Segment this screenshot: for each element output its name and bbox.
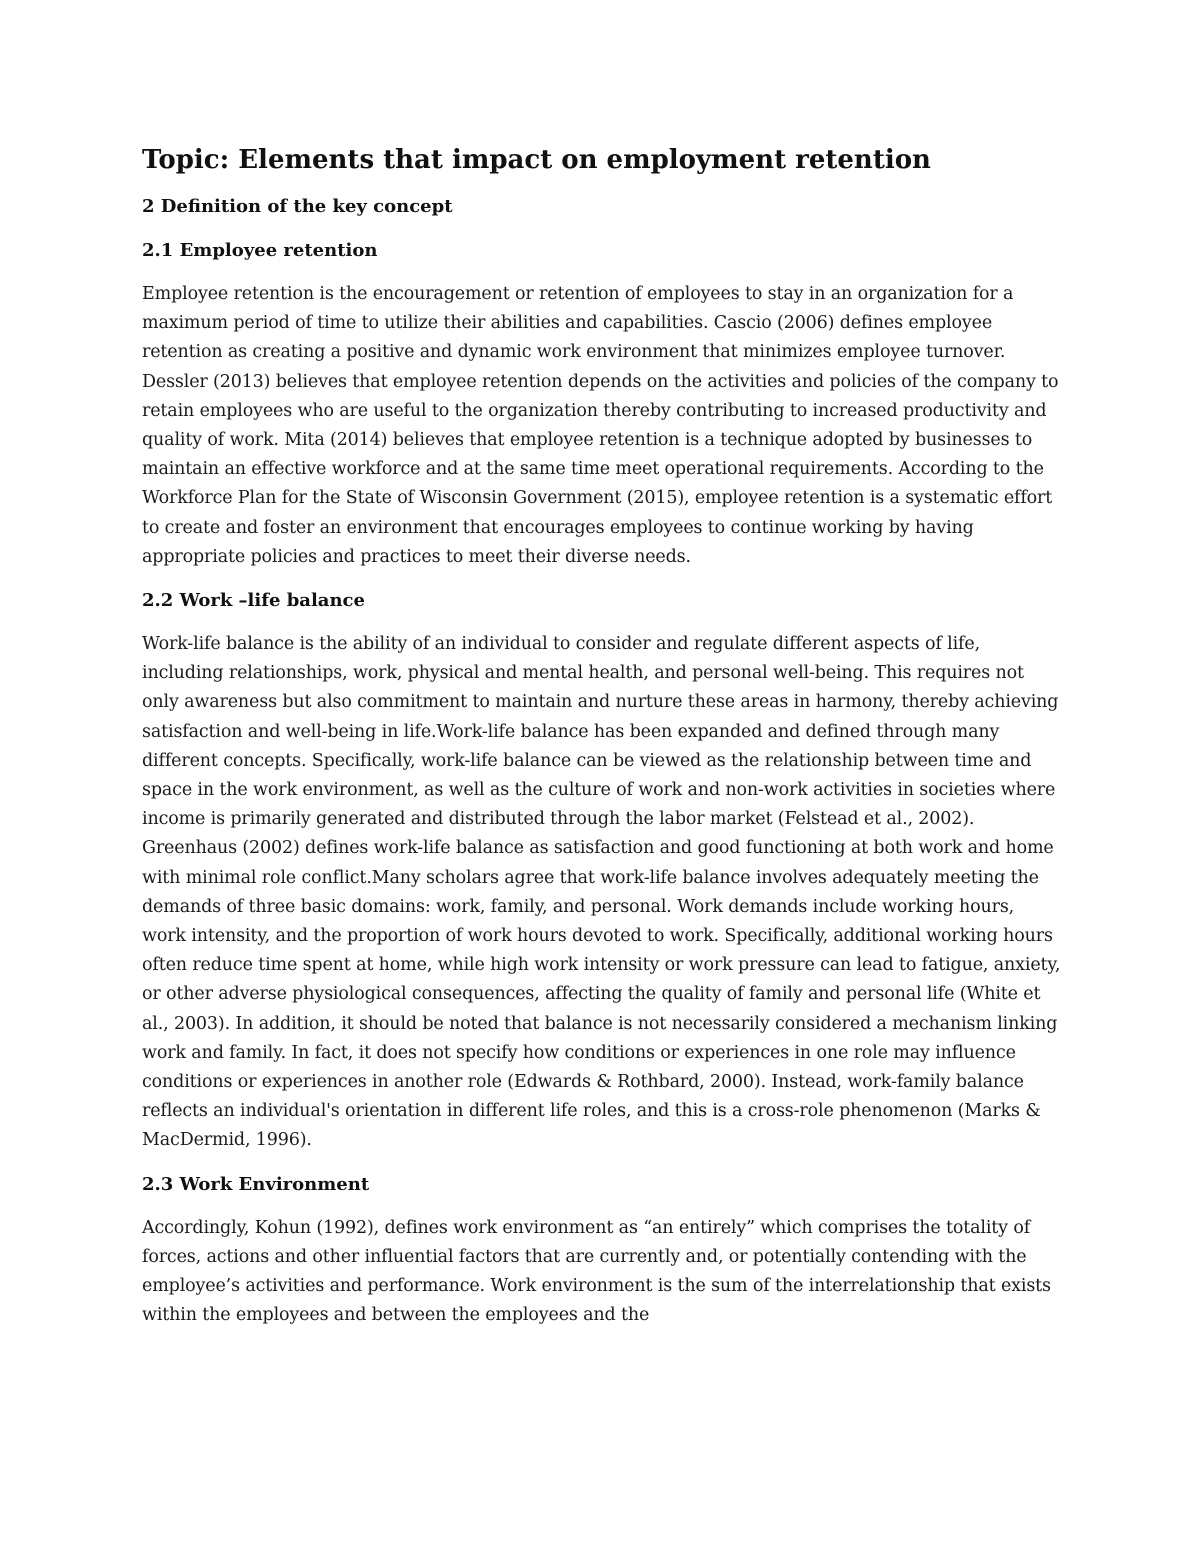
document-content — [142, 140, 1062, 1345]
section-heading-definition: 2 Definition of the key concept — [142, 196, 453, 217]
subsection-heading-work-life-balance: 2.2 Work –life balance — [142, 590, 365, 612]
subsection-heading-work-environment: 2.3 Work Environment — [142, 1173, 370, 1195]
paragraph-work-environment: Accordingly, Kohun (1992), defines work environment as “an entirely” which comprises the totality of forces, actions and other influential factors that are currently and, or potentially contending with the employee’s activities and performance. Work environment is the sum of the interrelationship that exists within the employees and between the employees and the — [142, 1217, 1051, 1326]
paragraph-work-life-balance: Work-life balance is the ability of an individual to consider and regulate different aspects of life, including relationships, work, physical and mental health, and personal well-being. This requires not only awareness but also commitment to maintain and nurture these areas in harmony, thereby achieving satisfaction and well-being in life.Work-life balance has been expanded and defined through many different concepts. Specifically, work-life balance can be viewed as the relationship between time and space in the work environment, as well as the culture of work and non-work activities in societies where income is primarily generated and distributed through the labor market (Felstead et al., 2002). Greenhaus (2002) defines work-life balance as satisfaction and good functioning at both work and home with minimal role conflict.Many scholars agree that work-life balance involves adequately meeting the demands of three basic domains: work, family, and personal. Work demands include working hours, work intensity, and the proportion of work hours devoted to work. Specifically, additional working hours often reduce time spent at home, while high work intensity or work pressure can lead to fatigue, anxiety, or other adverse physiological consequences, affecting the quality of family and personal life (White et al., 2003). In addition, it should be noted that balance is not necessarily considered a mechanism linking work and family. In fact, it does not specify how conditions or experiences in one role may influence conditions or experiences in another role (Edwards & Rothbard, 2000). Instead, work-family balance reflects an individual's orientation in different life roles, and this is a cross-role phenomenon (Marks & MacDermid, 1996). — [142, 634, 1061, 1151]
document-title: Topic: Elements that impact on employment retention — [142, 145, 931, 175]
subsection-heading-employee-retention: 2.1 Employee retention — [142, 240, 378, 261]
paragraph-employee-retention: Employee retention is the encouragement or retention of employees to stay in an organization for a maximum period of time to utilize their abilities and capabilities. Cascio (2006) defines employee retention as creating a positive and dynamic work environment that minimizes employee turnover. Dessler (2013) believes that employee retention depends on the activities and policies of the company to retain employees who are useful to the organization thereby contributing to increased productivity and quality of work. Mita (2014) believes that employee retention is a technique adopted by businesses to maintain an effective workforce and at the same time meet operational requirements. According to the Workforce Plan for the State of Wisconsin Government (2015), employee retention is a systematic effort to create and foster an environment that encourages employees to continue working by having appropriate policies and practices to meet their diverse needs. — [142, 284, 1059, 567]
